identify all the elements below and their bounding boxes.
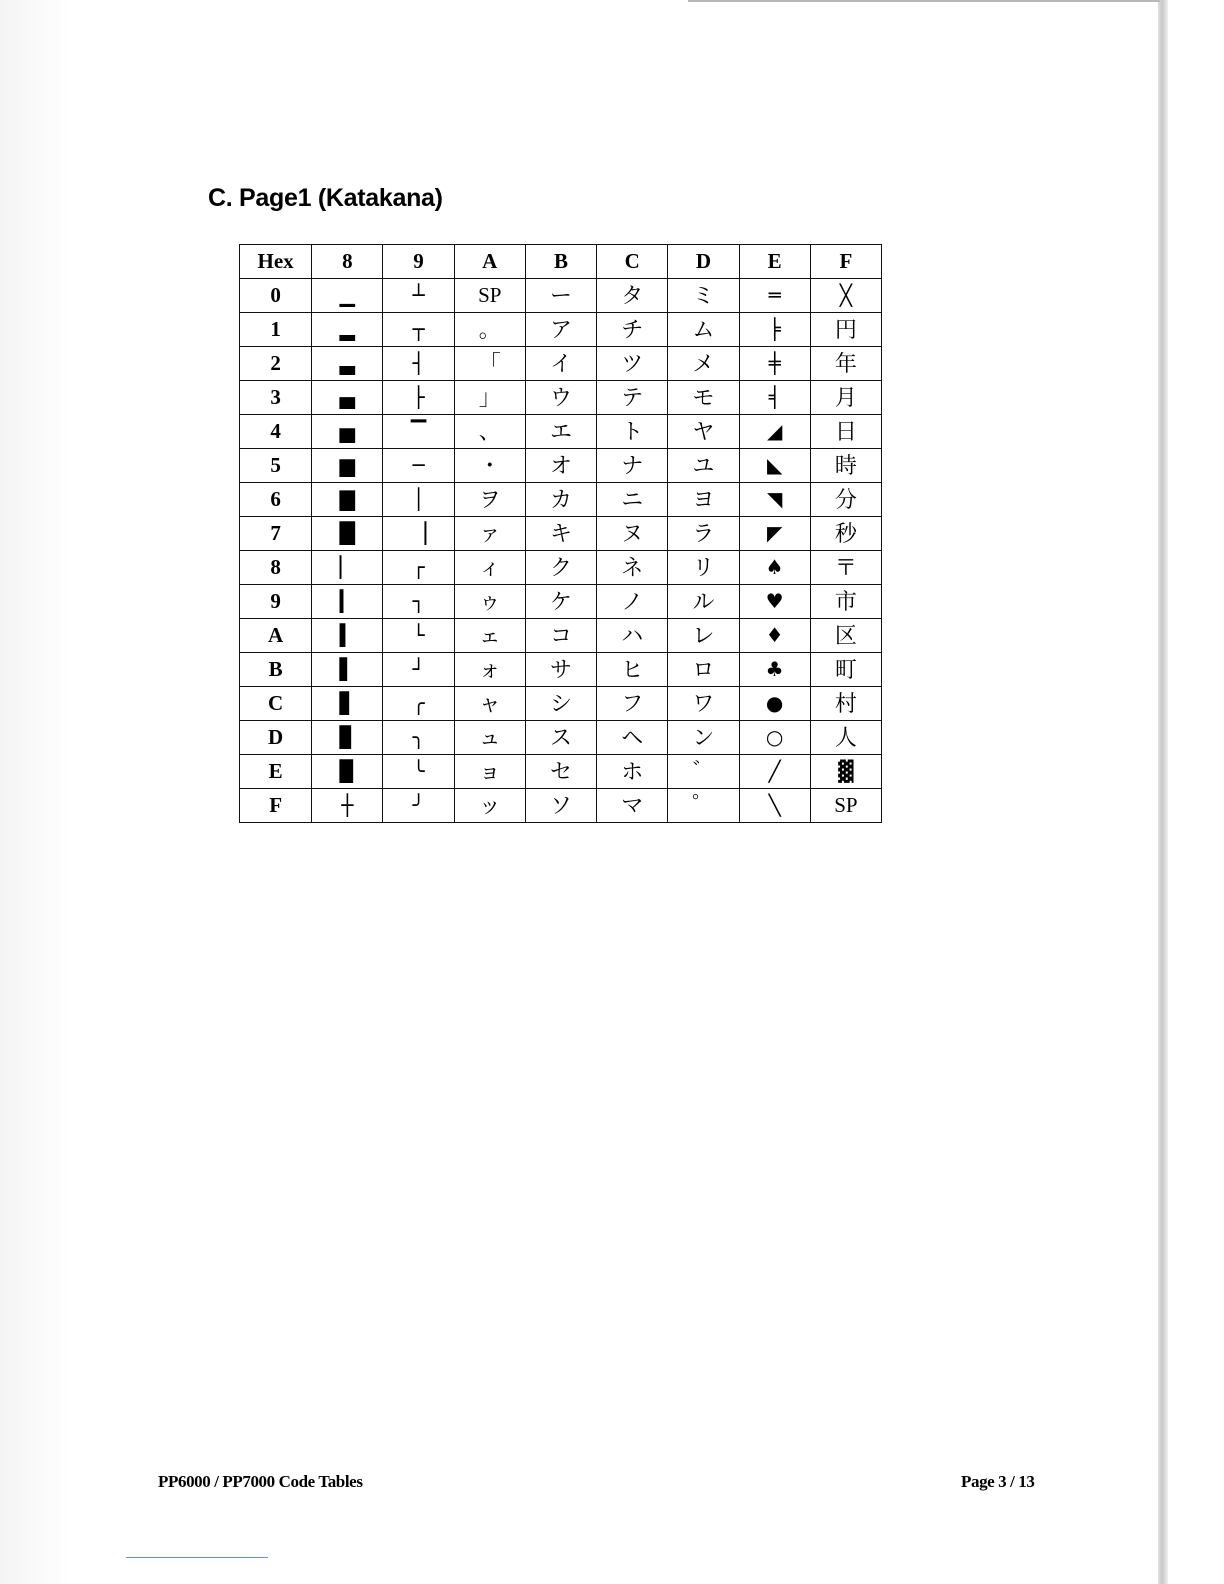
code-cell: ッ [454, 789, 525, 823]
table-row [240, 449, 882, 483]
code-cell: ヨ [668, 483, 739, 517]
code-cell: ♥ [739, 585, 810, 619]
scan-bottom-mark [126, 1557, 268, 1558]
code-cell: ╰ [383, 755, 454, 789]
row-header: 2 [240, 347, 312, 381]
code-cell: 分 [810, 483, 881, 517]
code-cell: ▂ [312, 313, 383, 347]
code-cell: シ [525, 687, 596, 721]
code-cell: ▃ [312, 347, 383, 381]
code-cell: ╭ [383, 687, 454, 721]
code-cell: ミ [668, 279, 739, 313]
table-body [240, 279, 882, 823]
column-header: F [810, 245, 881, 279]
code-cell: ホ [597, 755, 668, 789]
code-cell: 日 [810, 415, 881, 449]
row-header: 4 [240, 415, 312, 449]
footer-document-title: PP6000 / PP7000 Code Tables [158, 1472, 363, 1491]
footer-page-number: Page 3 / 13 [961, 1472, 1035, 1491]
code-cell: ム [668, 313, 739, 347]
row-header: D [240, 721, 312, 755]
row-header: A [240, 619, 312, 653]
code-cell: █ [312, 517, 383, 551]
code-cell: 村 [810, 687, 881, 721]
code-cell: ▄ [312, 381, 383, 415]
code-cell: ♣ [739, 653, 810, 687]
table-header-row [240, 245, 882, 279]
code-cell: ▏ [312, 551, 383, 585]
code-cell: 月 [810, 381, 881, 415]
code-cell: ロ [668, 653, 739, 687]
code-cell: ◣ [739, 449, 810, 483]
table-row [240, 347, 882, 381]
code-cell: SP [454, 279, 525, 313]
code-cell: ィ [454, 551, 525, 585]
code-cell: 時 [810, 449, 881, 483]
table-row [240, 619, 882, 653]
code-cell: ╱ [739, 755, 810, 789]
code-cell: ォ [454, 653, 525, 687]
code-cell: ャ [454, 687, 525, 721]
code-cell: チ [597, 313, 668, 347]
code-cell: ╞ [739, 313, 810, 347]
code-cell: ╯ [383, 789, 454, 823]
code-cell: キ [525, 517, 596, 551]
column-header: 9 [383, 245, 454, 279]
column-header: D [668, 245, 739, 279]
code-cell: エ [525, 415, 596, 449]
table-row [240, 755, 882, 789]
row-header: 6 [240, 483, 312, 517]
code-cell: ヲ [454, 483, 525, 517]
scan-shadow [0, 0, 70, 1584]
code-cell: ▉ [312, 755, 383, 789]
code-cell: ▕ [383, 517, 454, 551]
scan-page-edge [1158, 0, 1168, 1584]
code-cell: ◤ [739, 517, 810, 551]
row-header: E [240, 755, 312, 789]
code-cell: ┘ [383, 653, 454, 687]
code-cell: 人 [810, 721, 881, 755]
column-header: B [525, 245, 596, 279]
code-cell: 、 [454, 415, 525, 449]
code-cell: ▓ [810, 755, 881, 789]
code-cell: ▎ [312, 585, 383, 619]
row-header: C [240, 687, 312, 721]
table-row [240, 517, 882, 551]
code-cell: フ [597, 687, 668, 721]
hex-corner-header: Hex [240, 245, 312, 279]
code-cell: ─ [383, 449, 454, 483]
code-cell: ェ [454, 619, 525, 653]
row-header: 3 [240, 381, 312, 415]
code-cell: 。 [454, 313, 525, 347]
code-cell: コ [525, 619, 596, 653]
code-cell: ▅ [312, 415, 383, 449]
code-cell: 円 [810, 313, 881, 347]
table-row [240, 483, 882, 517]
code-cell: ヘ [597, 721, 668, 755]
code-cell: 秒 [810, 517, 881, 551]
code-cell: リ [668, 551, 739, 585]
code-cell: ト [597, 415, 668, 449]
code-cell: ▆ [312, 449, 383, 483]
code-cell: ● [739, 687, 810, 721]
code-cell: ╡ [739, 381, 810, 415]
code-cell: 」 [454, 381, 525, 415]
code-cell: ▔ [383, 415, 454, 449]
code-cell: ╳ [810, 279, 881, 313]
code-cell: ク [525, 551, 596, 585]
row-header: B [240, 653, 312, 687]
code-cell: ョ [454, 755, 525, 789]
code-cell: ヒ [597, 653, 668, 687]
code-cell: └ [383, 619, 454, 653]
code-cell: ネ [597, 551, 668, 585]
section-title: C. Page1 (Katakana) [208, 184, 443, 212]
code-cell: ハ [597, 619, 668, 653]
code-cell: ニ [597, 483, 668, 517]
code-cell: ♦ [739, 619, 810, 653]
code-cell: ┴ [383, 279, 454, 313]
code-cell: メ [668, 347, 739, 381]
code-cell: ┤ [383, 347, 454, 381]
code-cell: ▍ [312, 619, 383, 653]
table-row [240, 381, 882, 415]
code-cell: ╮ [383, 721, 454, 755]
code-cell: テ [597, 381, 668, 415]
code-cell: 〒 [810, 551, 881, 585]
code-cell: ワ [668, 687, 739, 721]
row-header: 8 [240, 551, 312, 585]
code-cell: ュ [454, 721, 525, 755]
code-cell: ァ [454, 517, 525, 551]
code-cell: ╪ [739, 347, 810, 381]
code-cell: レ [668, 619, 739, 653]
code-cell: ゜ [668, 789, 739, 823]
code-cell: ア [525, 313, 596, 347]
code-cell: ヤ [668, 415, 739, 449]
table-row [240, 551, 882, 585]
column-header: A [454, 245, 525, 279]
row-header: F [240, 789, 312, 823]
code-cell: ▋ [312, 687, 383, 721]
code-cell: ス [525, 721, 596, 755]
code-cell: ┌ [383, 551, 454, 585]
code-cell: ー [525, 279, 596, 313]
code-cell: ┼ [312, 789, 383, 823]
table-row [240, 585, 882, 619]
code-cell: イ [525, 347, 596, 381]
code-cell: セ [525, 755, 596, 789]
code-cell: ◥ [739, 483, 810, 517]
code-cell: ヌ [597, 517, 668, 551]
row-header: 0 [240, 279, 312, 313]
code-cell: マ [597, 789, 668, 823]
code-cell: ゥ [454, 585, 525, 619]
code-cell: ═ [739, 279, 810, 313]
code-cell: ウ [525, 381, 596, 415]
code-cell: ゛ [668, 755, 739, 789]
code-cell: ▌ [312, 653, 383, 687]
katakana-code-table [239, 244, 882, 823]
code-cell: ▇ [312, 483, 383, 517]
table-row [240, 279, 882, 313]
code-cell: ツ [597, 347, 668, 381]
column-header: C [597, 245, 668, 279]
code-cell: 「 [454, 347, 525, 381]
code-cell: モ [668, 381, 739, 415]
row-header: 5 [240, 449, 312, 483]
table-row [240, 789, 882, 823]
code-cell: ン [668, 721, 739, 755]
code-cell: ♠ [739, 551, 810, 585]
code-cell: タ [597, 279, 668, 313]
code-cell: 市 [810, 585, 881, 619]
code-cell: ル [668, 585, 739, 619]
code-cell: 町 [810, 653, 881, 687]
table-row [240, 653, 882, 687]
column-header: E [739, 245, 810, 279]
table-row [240, 721, 882, 755]
code-cell: ラ [668, 517, 739, 551]
column-header: 8 [312, 245, 383, 279]
code-cell: ▊ [312, 721, 383, 755]
code-cell: ナ [597, 449, 668, 483]
code-cell: ┐ [383, 585, 454, 619]
code-cell: ノ [597, 585, 668, 619]
code-cell: ユ [668, 449, 739, 483]
code-cell: ◢ [739, 415, 810, 449]
code-cell: オ [525, 449, 596, 483]
code-cell: サ [525, 653, 596, 687]
code-cell: ▁ [312, 279, 383, 313]
code-cell: ソ [525, 789, 596, 823]
code-cell: ○ [739, 721, 810, 755]
code-cell: SP [810, 789, 881, 823]
code-cell: ├ [383, 381, 454, 415]
row-header: 7 [240, 517, 312, 551]
scan-top-edge [688, 0, 1160, 2]
table-row [240, 313, 882, 347]
code-cell: │ [383, 483, 454, 517]
code-cell: 区 [810, 619, 881, 653]
code-cell: 年 [810, 347, 881, 381]
code-cell: カ [525, 483, 596, 517]
table-row [240, 687, 882, 721]
code-cell: ╲ [739, 789, 810, 823]
row-header: 9 [240, 585, 312, 619]
code-cell: ケ [525, 585, 596, 619]
code-cell: ・ [454, 449, 525, 483]
row-header: 1 [240, 313, 312, 347]
code-cell: ┬ [383, 313, 454, 347]
table-row [240, 415, 882, 449]
